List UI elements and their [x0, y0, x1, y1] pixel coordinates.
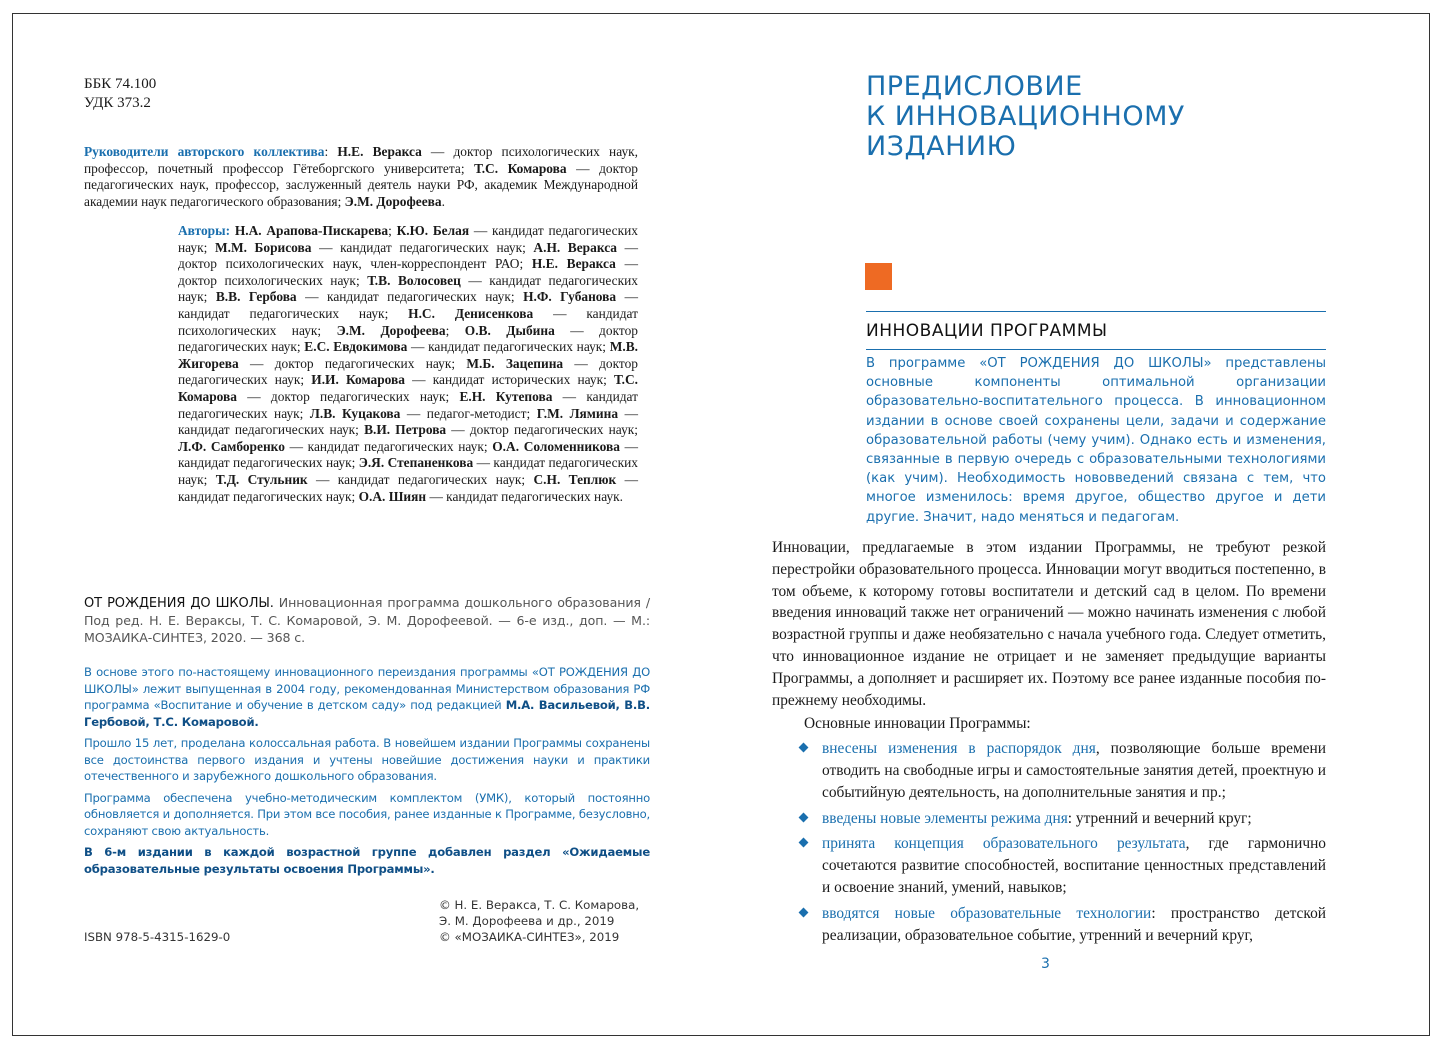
- authors-text: Н.А. Арапова-Пискарева; К.Ю. Белая — кандидат педагогических наук; М.М. Борисова — кандидат педагогических наук; А.Н. Веракса — доктор психологических наук, член-корреспондент РАО; Н.Е. Веракса — доктор психологических наук; Т.В. Волосовец — кандидат педагогических наук; В.В. Гербова — кандидат педагогических наук; Н.Ф. Губанова — кандидат педагогических наук; Н.С. Денисенкова — кандидат психологических наук; Э.М. Дорофеева; О.В. Дыбина — доктор педагогических наук; Е.С. Евдокимова — кандидат педагогических наук; М.В. Жигорева — доктор педагогических наук; М.Б. Зацепина — доктор педагогических наук; И.И. Комарова — кандидат исторических наук; Т.С. Комарова — доктор педагогических наук; Е.Н. Кутепова — кандидат педагогических наук; Л.В. Куцакова — педагог-методист; Г.М. Лямина — кандидат педагогических наук; В.И. Петрова — доктор педагогических наук; Л.Ф. Самборенко — кандидат педагогических наук; О.А. Соломенникова — кандидат педагогических наук; Э.Я. Степаненкова — кандидат педагогических наук; Т.Д. Стульник — кандидат педагогических наук; С.Н. Теплюк — кандидат педагогических наук; О.А. Шиян — кандидат педагогических наук.: [178, 223, 639, 504]
- copyright-line-1: © Н. Е. Веракса, Т. С. Комарова,: [439, 898, 640, 912]
- list-item: принята концепция образовательного результата, где гармонично сочетаются развитие способностей, воспитание ценностных представлений и освоение знаний, умений, навыков;: [772, 833, 1326, 898]
- editors-names: М.А. Васильевой, В.В. Гербовой, Т.С. Комаровой.: [84, 698, 650, 729]
- annotation-p3: Программа обеспечена учебно-методическим комплектом (УМК), который постоянно обновляется и дополняется. При этом все пособия, ранее изданные к Программе, безусловно, сохраняют свою актуальность.: [84, 790, 650, 838]
- biblio-title: ОТ РОЖДЕНИЯ ДО ШКОЛЫ.: [84, 596, 274, 611]
- diamond-bullet-icon: [799, 743, 809, 753]
- bbk-code: ББК 74.100: [84, 76, 157, 92]
- copyright-line-2: Э. М. Дорофеева и др., 2019: [439, 914, 615, 928]
- list-item: введены новые элементы режима дня: утренний и вечерний круг;: [772, 808, 1326, 830]
- body-paragraph-2: Основные инновации Программы:: [804, 715, 1031, 733]
- annotation-p4: В 6-м издании в каждой возрастной группе добавлен раздел «Ожидаемые образовательные результаты освоения Программы».: [84, 845, 650, 876]
- udk-code: УДК 373.2: [84, 95, 151, 111]
- orange-square-marker: [865, 263, 892, 290]
- section-intro: В программе «ОТ РОЖДЕНИЯ ДО ШКОЛЫ» представлены основные компоненты оптимальной организации образовательно-воспитательного процесса. В инновационном издании в основе своей сохранены цели, задачи и содержание образовательной работы (чему учим). Однако есть и изменения, связанные в первую очередь с образовательными технологиями (как учим). Необходимость нововведений связана с тем, что многое изменилось: время другое, общество другое и дети другие. Значит, надо меняться и педагогам.: [866, 356, 1326, 525]
- innovations-list: [772, 738, 1326, 946]
- bibliographic-record: [84, 594, 650, 646]
- leaders-text: : Н.Е. Веракса — доктор психологических наук, профессор, почетный профессор Гётеборгского университета; Т.С. Комарова — доктор педагогических наук, профессор, заслуженный деятель науки РФ, академик Международной академии наук педагогического образования; Э.М. Дорофеева.: [84, 144, 639, 209]
- leaders-label: Руководители авторского коллектива: [84, 144, 325, 159]
- body-text: [772, 537, 1326, 950]
- copyright-block: [439, 897, 639, 945]
- chapter-title: ПРЕДИСЛОВИЕ К ИННОВАЦИОННОМУ ИЗДАНИЮ: [866, 71, 1185, 162]
- authors-label: Авторы:: [178, 223, 231, 238]
- authors-paragraph: [178, 223, 638, 505]
- biblio-text: Инновационная программа дошкольного образования / Под ред. Н. Е. Вераксы, Т. С. Комаровой, Э. М. Дорофеевой. — 6-е изд., доп. — М.: МОЗАИКА-СИНТЕЗ, 2020. — 368 с.: [84, 595, 650, 645]
- section-title: ИННОВАЦИИ ПРОГРАММЫ: [866, 311, 1326, 350]
- leaders-paragraph: [84, 144, 638, 210]
- list-item: внесены изменения в распорядок дня, позволяющие больше времени отводить на свободные игры и самостоятельные занятия детей, проектную и событийную деятельность, на дополнительные занятия и пр.;: [772, 738, 1326, 803]
- body-paragraph-1: Инновации, предлагаемые в этом издании Программы, не требуют резкой перестройки образовательного процесса. Инновации могут вводиться постепенно, в том объеме, к которому готовы воспитатели и детский сад в целом. По времени введения инноваций также нет ограничений — можно начинать изменения с любой возрастной группы и даже необязательно с начала учебного года. Следует отметить, что инновационное издание не отрицает и не заменяет предыдущие варианты Программы, а дополняет и расширяет их. Поэтому все ранее изданные пособия по-прежнему необходимы.: [772, 539, 1326, 709]
- annotation-p1: В основе этого по-настоящему инновационного переиздания программы «ОТ РОЖДЕНИЯ ДО ШКОЛЫ» лежит выпущенная в 2004 году, рекомендованная Министерством образования РФ программа «Воспитание и обучение в детском саду» под редакцией М.А. Васильевой, В.В. Гербовой, Т.С. Комаровой.: [84, 665, 650, 729]
- diamond-bullet-icon: [799, 838, 809, 848]
- isbn: ISBN 978-5-4315-1629-0: [84, 930, 231, 944]
- copyright-line-3: © «МОЗАИКА-СИНТЕЗ», 2019: [439, 930, 620, 944]
- page-number: 3: [1041, 956, 1050, 972]
- annotation: [84, 664, 650, 882]
- diamond-bullet-icon: [799, 907, 809, 917]
- list-item: вводятся новые образовательные технологии: пространство детской реализации, образовательное событие, утренний и вечерний круг,: [772, 903, 1326, 947]
- classification-codes: [84, 75, 156, 113]
- diamond-bullet-icon: [799, 812, 809, 822]
- annotation-p2: Прошло 15 лет, проделана колоссальная работа. В новейшем издании Программы сохранены все достоинства первого издания и учтены новейшие достижения науки и практики отечественного и зарубежного дошкольного образования.: [84, 736, 650, 783]
